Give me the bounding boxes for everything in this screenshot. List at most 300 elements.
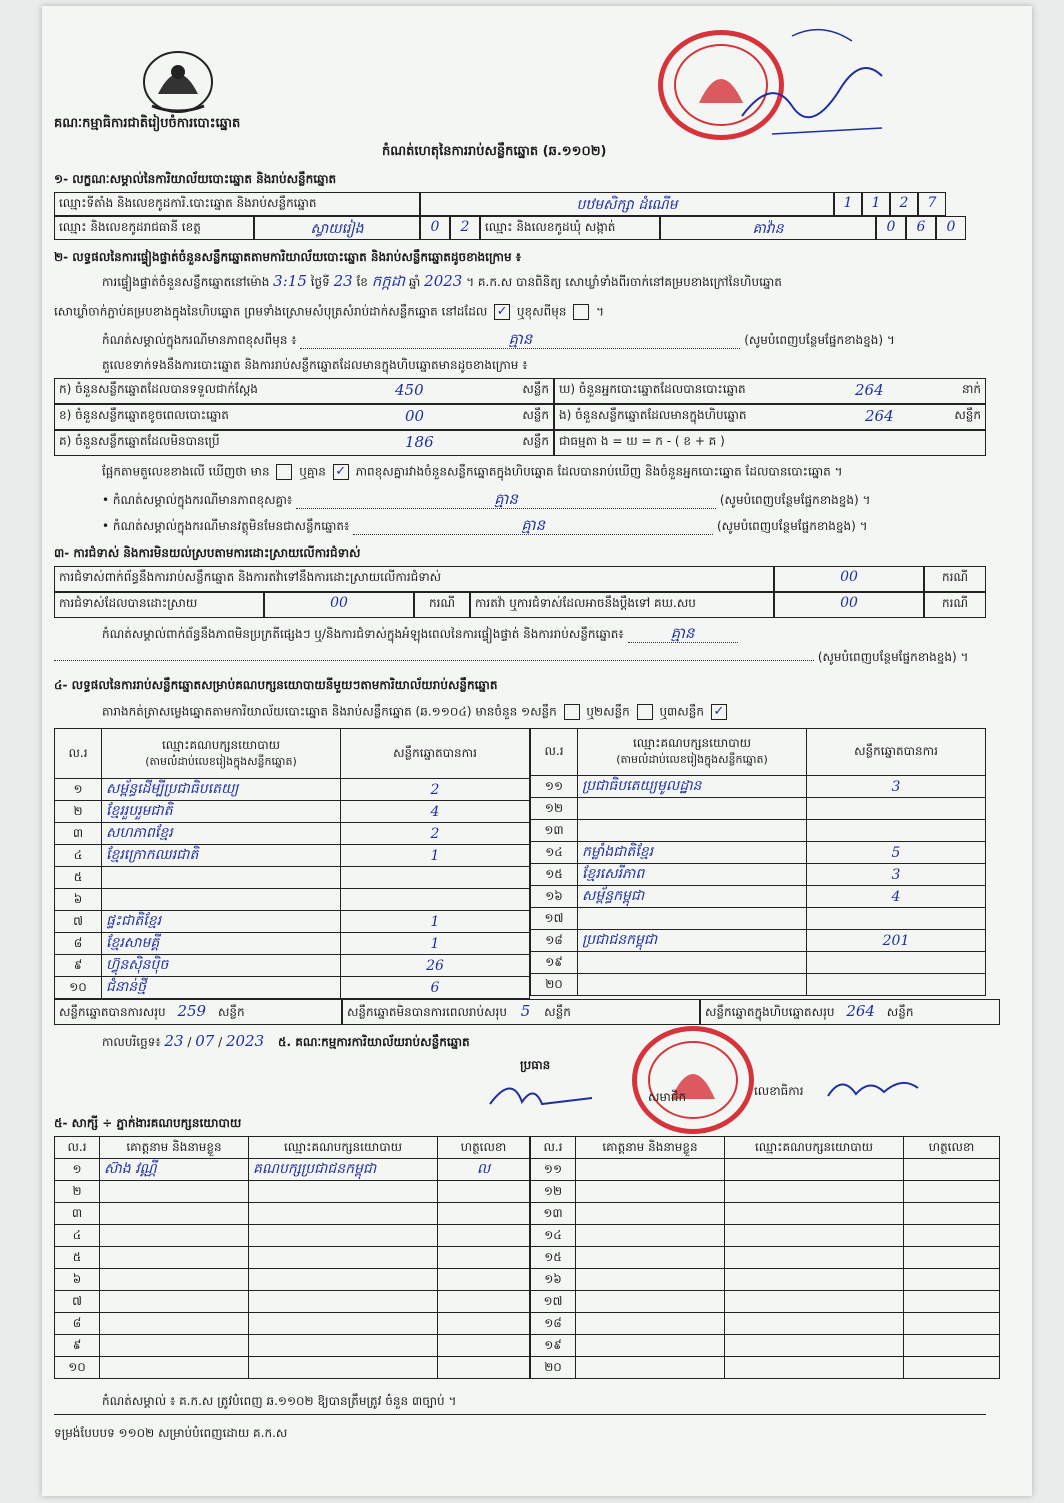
chair-label: ប្រធាន — [520, 1058, 551, 1072]
witness-row — [531, 1357, 1000, 1379]
stamp-emblem-icon — [637, 1031, 749, 1129]
witness-name — [576, 1247, 725, 1269]
witness-row — [531, 1247, 1000, 1269]
has-difference-checkbox[interactable] — [276, 464, 292, 480]
row-no: ៧ — [55, 1291, 100, 1313]
row-no: ៩ — [55, 1335, 100, 1357]
no-difference-checkbox[interactable]: ✓ — [333, 464, 349, 480]
footnote: កំណត់សម្គាល់ ៖ គ.ក.ស ត្រូវបំពេញ ឆ.១១០២ ឱ្យបានត្រឹមត្រូវ ចំនួន ៣ច្បាប់ ។ — [102, 1394, 457, 1408]
witness-row — [55, 1291, 530, 1313]
row-votes — [807, 798, 986, 820]
witness-party — [725, 1247, 904, 1269]
bullet2-label: • កំណត់សម្គាល់ក្នុងករណីមានវត្ថុមិនមែនជាសន្លឹកឆ្នោត៖ — [102, 519, 350, 533]
col-no-header: ល.រ — [55, 729, 102, 779]
count-label: ខ) ចំនួនសន្លឹកឆ្នោតខូចពេលបោះឆ្នោត — [59, 408, 229, 422]
form-title: កំណត់ហេតុនៃការរាប់សន្លឹកឆ្នោត (ឆ.១១០២) — [382, 144, 607, 159]
sentence-rest: ។ គ.ក.ស បានពិនិត្យ សោឃ្លាំទាំងពីរចាក់នៅគម្របខាងក្រៅនៃហិបឆ្នោត — [466, 275, 782, 289]
row-votes: 4 — [807, 886, 986, 908]
col-party-title: ឈ្មោះគណបក្សនយោបាយ — [161, 737, 281, 752]
witness-party — [249, 1291, 438, 1313]
row-party — [578, 820, 807, 842]
witness-name — [100, 1291, 249, 1313]
row-no: ១៧ — [531, 908, 578, 930]
row-party: សម្ព័ន្ធដើម្បីប្រជាធិបតេយ្យ — [102, 779, 341, 801]
objection-unit: ករណី — [924, 566, 986, 592]
witness-party — [249, 1313, 438, 1335]
commune-code-digit: 0 — [876, 216, 906, 240]
row-votes — [807, 820, 986, 842]
resolved-value: 00 — [264, 592, 414, 618]
year-value: 2023 — [424, 272, 463, 290]
irregularity-label: កំណត់សម្គាល់ពាក់ព័ន្ធនឹងភាពមិនប្រក្រតីផ្សេងៗ ឬ/និងការជំទាស់ក្នុងអំឡុងពេលនៃការផ្ទៀងផ្ទាត់ និងការរាប់សន្លឹកឆ្នោត៖ — [102, 627, 624, 641]
count-value: 186 — [405, 433, 434, 451]
witness-name — [100, 1269, 249, 1291]
row-party — [578, 952, 807, 974]
section3-title: ៣- ការជំទាស់ និងការមិនយល់ស្របតាមការដោះស្រាយលើការជំទាស់ — [54, 546, 361, 560]
row-party: ប្រជាជនកម្ពុជា — [578, 930, 807, 952]
row-no: ១៥ — [531, 864, 578, 886]
row-no: ១៤ — [531, 842, 578, 864]
counts-intro: តួលេខទាក់ទងនឹងការបោះឆ្នោត និងការរាប់សន្លឹកឆ្នោតដែលមានក្នុងហិបឆ្នោតមានដូចខាងក្រោម ៖ — [102, 358, 528, 372]
witness-name — [100, 1181, 249, 1203]
total-box-cell — [700, 999, 1000, 1025]
date-day: 23 — [164, 1032, 184, 1050]
col-party-header: ឈ្មោះគណបក្សនយោបាយ — [725, 1137, 904, 1159]
section1-title: ១- លក្ខណៈសម្គាល់នៃការិយាល័យបោះឆ្នោត និងរាប់សន្លឹកឆ្នោត — [54, 172, 337, 186]
secretary-label: លេខាធិការ — [754, 1084, 804, 1098]
seal-note-value: គ្មាន — [508, 330, 533, 348]
row-no: ៦ — [55, 1269, 100, 1291]
col-party-subtitle: (តាមលំដាប់លេខរៀងក្នុងសន្លឹកឆ្នោត) — [616, 753, 768, 766]
result-row — [55, 889, 530, 911]
commune-value: គាវ៉ាន — [660, 216, 876, 240]
witness-row — [531, 1313, 1000, 1335]
irregularity-value: គ្មាន — [670, 624, 695, 642]
document-sheet — [42, 6, 1032, 1496]
commune-code-digit: 0 — [936, 216, 966, 240]
chair-signature — [482, 1074, 602, 1118]
row-party: ជំនាន់ថ្មី — [102, 977, 341, 999]
count-label: ក) ចំនួនសន្លឹកឆ្នោតដែលបានទទួលជាក់ស្តែង — [59, 382, 258, 396]
row-votes: 5 — [807, 842, 986, 864]
witness-row — [55, 1313, 530, 1335]
witness-party — [249, 1269, 438, 1291]
count-value: 00 — [405, 407, 425, 425]
time-prefix: ការផ្ទៀងផ្ទាត់ចំនួនសន្លឹកឆ្នោតនៅម៉ោង — [102, 275, 270, 289]
row-no: ១២ — [531, 1181, 576, 1203]
row-no: ៤ — [55, 845, 102, 867]
compare-text-c: ភាពខុសគ្នារវាងចំនួនសន្លឹកឆ្នោតក្នុងហិបឆ្នោត ដែលបានរាប់ឃើញ និងចំនួនអ្នកបោះឆ្នោត ដែលបានបោះឆ្នោត ។ — [355, 464, 843, 479]
row-no: ១៣ — [531, 1203, 576, 1225]
result-row — [531, 952, 986, 974]
row-party: ផ្ទះជាតិខ្មែរ — [102, 911, 341, 933]
result-row — [531, 776, 986, 798]
row-votes: 3 — [807, 776, 986, 798]
witness-name — [100, 1225, 249, 1247]
row-no: ១៣ — [531, 820, 578, 842]
witness-signature — [904, 1269, 1000, 1291]
col-name-header: គោត្តនាម និងនាមខ្លួន — [576, 1137, 725, 1159]
count-row-c — [54, 430, 554, 456]
witness-signature — [438, 1181, 530, 1203]
nec-emblem-icon — [138, 44, 218, 116]
witness-party — [725, 1357, 904, 1379]
row-no: ១ — [55, 779, 102, 801]
witness-name: ស៊ាង វណ្ណី — [100, 1159, 249, 1181]
witness-party — [249, 1247, 438, 1269]
witness-signature — [904, 1225, 1000, 1247]
province-value: ស្វាយរៀង — [254, 216, 420, 240]
appeal-unit: ករណី — [924, 592, 986, 618]
row-votes — [341, 889, 530, 911]
witness-name — [576, 1203, 725, 1225]
total-invalid-label: សន្លឹកឆ្នោតមិនបានការពេលរាប់សរុប — [347, 1005, 507, 1019]
row-party — [578, 908, 807, 930]
result-row — [55, 867, 530, 889]
witness-name — [576, 1159, 725, 1181]
row-no: ២០ — [531, 1357, 576, 1379]
row-party: សហភាពខ្មែរ — [102, 823, 341, 845]
witness-signature — [904, 1181, 1000, 1203]
footer-text: ទម្រង់បែបបទ ១១០២ សម្រាប់បំពេញដោយ គ.ក.ស — [54, 1426, 288, 1440]
witness-signature — [904, 1247, 1000, 1269]
bullet2-line — [102, 518, 982, 535]
col-party-subtitle: (តាមលំដាប់លេខរៀងក្នុងសន្លឹកឆ្នោត) — [145, 754, 297, 768]
total-invalid-value: 5 — [520, 1002, 531, 1020]
witness-signature — [438, 1335, 530, 1357]
row-votes: 2 — [341, 779, 530, 801]
section2-title: ២- លទ្ធផលនៃការផ្ទៀងផ្ទាត់ចំនួនសន្លឹកឆ្នោតតាមការិយាល័យបោះឆ្នោត និងរាប់សន្លឹកឆ្នោតដូចខាងក្រោម ៖ — [54, 250, 522, 264]
witness-party — [725, 1335, 904, 1357]
witness-party — [249, 1357, 438, 1379]
row-no: ១១ — [531, 776, 578, 798]
witness-signature — [904, 1203, 1000, 1225]
witness-name — [576, 1181, 725, 1203]
sentence-line2: សោឃ្លាំចាក់ភ្ជាប់គម្របខាងក្នុងនៃហិបឆ្នោត ព្រមទាំងស្រោមសំបុត្រសំរាប់ដាក់សន្លឹកឆ្នោត នៅដដែល — [54, 304, 488, 319]
total-box-label: សន្លឹកឆ្នោតក្នុងហិបឆ្នោតសរុប — [705, 1005, 835, 1019]
witness-row — [55, 1203, 530, 1225]
row-votes — [807, 974, 986, 996]
seal-line: សោឃ្លាំចាក់ភ្ជាប់គម្របខាងក្នុងនៃហិបឆ្នោត ព្រមទាំងស្រោមសំបុត្រសំរាប់ដាក់សន្លឹកឆ្នោត នៅដដែល ✓ ឬខុសពីមុន ។ — [54, 304, 604, 319]
witness-row — [531, 1181, 1000, 1203]
row-party: សម្ព័ន្ធកម្ពុជា — [578, 886, 807, 908]
col-votes-header: សន្លឹកឆ្នោតបានការ — [807, 729, 986, 776]
result-row — [531, 820, 986, 842]
witness-party — [249, 1203, 438, 1225]
appeal-value: 00 — [774, 592, 924, 618]
row-no: ៤ — [55, 1225, 100, 1247]
witness-name — [576, 1225, 725, 1247]
witness-row — [55, 1357, 530, 1379]
month-label: ខែ — [356, 275, 368, 289]
witness-party — [249, 1225, 438, 1247]
or-damaged-label: ឬខុសពីមុន — [516, 304, 567, 319]
member-label: សមាជិក — [648, 1090, 687, 1104]
witness-table-left — [54, 1136, 530, 1379]
row-party: ខ្មែររួបរួមជាតិ — [102, 801, 341, 823]
tally-three: ឬ៣សន្លឹក — [659, 704, 704, 719]
day-label: ថ្ងៃទី — [310, 275, 330, 289]
fill-hint: (សូមបំពេញបន្ថែមផ្នែកខាងខ្នង) ។ — [719, 493, 871, 507]
row-no: ៨ — [55, 933, 102, 955]
total-valid-value: 259 — [177, 1002, 207, 1020]
col-party-header: ឈ្មោះគណបក្សនយោបាយ — [249, 1137, 438, 1159]
count-unit: សន្លឹក — [522, 408, 549, 422]
row-votes: 4 — [341, 801, 530, 823]
count-formula: ជាធម្មតា ង = ឃ = ក - ( ខ + គ ) — [554, 430, 986, 456]
row-no: ៣ — [55, 823, 102, 845]
row-no: ១៨ — [531, 1313, 576, 1335]
result-row — [531, 974, 986, 996]
one-sheet-checkbox[interactable] — [564, 704, 580, 720]
col-name-header: គោត្តនាម និងនាមខ្លួន — [100, 1137, 249, 1159]
count-row-d — [554, 378, 986, 404]
row-no: ១៨ — [531, 930, 578, 952]
witness-signature — [904, 1313, 1000, 1335]
date-line: កាលបរិច្ឆេទ៖ 23 / 07 / 2023 ៥. គណៈកម្មការការិយាល័យរាប់សន្លឹកឆ្នោត — [102, 1032, 470, 1050]
result-row — [55, 933, 530, 955]
row-no: ៥ — [55, 867, 102, 889]
row-party: ខ្មែរសេរីភាព — [578, 864, 807, 886]
unit: សន្លឹក — [544, 1005, 571, 1019]
total-box-value: 264 — [846, 1002, 875, 1020]
section5-title: ៥- សាក្សី ÷ ភ្នាក់ងារគណបក្សនយោបាយ — [54, 1116, 242, 1130]
witness-row — [531, 1225, 1000, 1247]
compare-text-b: ឬគ្មាន — [299, 464, 326, 479]
row-no: ១២ — [531, 798, 578, 820]
witness-signature — [438, 1225, 530, 1247]
result-row — [55, 801, 530, 823]
witness-party — [249, 1181, 438, 1203]
col-no-header: ល.រ — [55, 1137, 100, 1159]
province-label: ឈ្មោះ និងលេខកូដរាជធានី ខេត្ត — [54, 216, 254, 240]
row-no: ១៧ — [531, 1291, 576, 1313]
witness-row — [531, 1291, 1000, 1313]
result-row — [55, 823, 530, 845]
date-month: 07 — [195, 1032, 215, 1050]
place-code-digit: 1 — [862, 192, 890, 216]
witness-party — [725, 1269, 904, 1291]
row-party — [102, 867, 341, 889]
result-row — [531, 864, 986, 886]
result-row — [531, 886, 986, 908]
province-code-digit: 2 — [450, 216, 480, 240]
result-row — [55, 955, 530, 977]
row-votes: 201 — [807, 930, 986, 952]
witness-signature — [904, 1357, 1000, 1379]
witness-party — [725, 1181, 904, 1203]
appeal-label: ការតវ៉ា ឬការជំទាស់ដែលអាចនឹងប្ដឹងទៅ គឃ.សប — [470, 592, 774, 618]
col-no-header: ល.រ — [531, 1137, 576, 1159]
row-party — [578, 798, 807, 820]
witness-signature — [438, 1247, 530, 1269]
count-unit: សន្លឹក — [522, 382, 549, 396]
row-no: ១៦ — [531, 886, 578, 908]
day-value: 23 — [333, 272, 353, 290]
witness-row — [531, 1159, 1000, 1181]
tally-two: ឬ២សន្លឹក — [586, 704, 630, 719]
witness-signature — [438, 1291, 530, 1313]
col-sign-header: ហត្ថលេខា — [904, 1137, 1000, 1159]
result-row — [55, 911, 530, 933]
result-row — [531, 798, 986, 820]
bullet1-value: គ្មាន — [494, 490, 518, 508]
row-no: ២ — [55, 801, 102, 823]
witness-party — [725, 1203, 904, 1225]
witness-row — [55, 1181, 530, 1203]
row-votes: 6 — [341, 977, 530, 999]
row-no: ១១ — [531, 1159, 576, 1181]
result-row — [531, 930, 986, 952]
witness-party — [725, 1159, 904, 1181]
date-label: កាលបរិច្ឆេទ៖ — [102, 1035, 161, 1049]
row-votes: 1 — [341, 845, 530, 867]
commune-code-digit: 6 — [906, 216, 936, 240]
results-table-right — [530, 728, 986, 996]
bullet1-label: • កំណត់សម្គាល់ក្នុងករណីមានភាពខុសគ្នា៖ — [102, 493, 293, 507]
witness-party — [725, 1313, 904, 1335]
irregularity-line — [102, 626, 738, 643]
row-no: ១ — [55, 1159, 100, 1181]
witness-row — [55, 1247, 530, 1269]
witness-row — [531, 1203, 1000, 1225]
count-row-e — [554, 404, 986, 430]
col-votes-header: សន្លឹកឆ្នោតបានការ — [341, 729, 530, 779]
row-no: ២ — [55, 1181, 100, 1203]
row-votes: 1 — [341, 933, 530, 955]
witness-party — [725, 1225, 904, 1247]
witness-name — [100, 1203, 249, 1225]
count-value: 264 — [865, 407, 894, 425]
row-party: ប្រជាធិបតេយ្យមូលដ្ឋាន — [578, 776, 807, 798]
two-sheets-checkbox[interactable] — [637, 704, 653, 720]
date-year: 2023 — [225, 1032, 265, 1050]
row-votes — [341, 867, 530, 889]
tally-line — [102, 704, 730, 720]
row-party — [578, 974, 807, 996]
witness-row — [531, 1269, 1000, 1291]
province-code-digit: 0 — [420, 216, 450, 240]
footer-rule — [54, 1414, 986, 1415]
row-votes — [807, 908, 986, 930]
witness-signature: ល — [438, 1159, 530, 1181]
witness-name — [576, 1313, 725, 1335]
row-votes: 1 — [341, 911, 530, 933]
row-no: ១៥ — [531, 1247, 576, 1269]
row-no: ៦ — [55, 889, 102, 911]
result-row — [531, 842, 986, 864]
total-valid-label: សន្លឹកឆ្នោតបានការសរុប — [59, 1005, 166, 1019]
handwritten-signature-top — [732, 16, 892, 136]
bullet2-value: គ្មាន — [521, 516, 546, 534]
witness-signature — [438, 1357, 530, 1379]
row-party: ខ្មែរសាមគ្គី — [102, 933, 341, 955]
row-party: កម្លាំងជាតិខ្មែរ — [578, 842, 807, 864]
committee-stamp — [632, 1026, 754, 1134]
count-value: 450 — [395, 381, 424, 399]
col-no-header: ល.រ — [531, 729, 578, 776]
unit: សន្លឹក — [886, 1005, 914, 1019]
compare-text-a: ផ្អែកតាមតួលេខខាងលើ ឃើញថា មាន — [102, 464, 270, 479]
unit: សន្លឹក — [217, 1005, 245, 1019]
row-no: ១០ — [55, 1357, 100, 1379]
commune-label: ឈ្មោះ និងលេខកូដឃុំ សង្កាត់ — [480, 216, 660, 240]
count-unit: សន្លឹក — [954, 408, 981, 422]
row-no: ១៤ — [531, 1225, 576, 1247]
three-sheets-checkbox[interactable]: ✓ — [711, 704, 727, 720]
objection-label: ការជំទាស់ពាក់ព័ន្ធនឹងការរាប់សន្លឹកឆ្នោត និងការតវ៉ាទៅនឹងការដោះស្រាយលើការជំទាស់ — [54, 566, 774, 592]
time-line — [102, 274, 782, 290]
secretary-signature — [822, 1066, 942, 1116]
witness-signature — [438, 1269, 530, 1291]
row-no: ១០ — [55, 977, 102, 999]
witness-row — [55, 1269, 530, 1291]
unchanged-checkbox[interactable]: ✓ — [494, 304, 510, 320]
seal-note-line — [102, 332, 1022, 349]
result-row — [55, 845, 530, 867]
witness-name — [100, 1313, 249, 1335]
witness-signature — [438, 1313, 530, 1335]
row-party: ហ៊្វុនស៊ិនប៉ិច — [102, 955, 341, 977]
place-code-digit: 2 — [890, 192, 918, 216]
compare-line — [102, 464, 843, 480]
results-table-left — [54, 728, 530, 999]
total-valid-cell — [54, 999, 342, 1025]
result-row — [55, 779, 530, 801]
section4-title: ៤- លទ្ធផលនៃការរាប់សន្លឹកឆ្នោតសម្រាប់គណបក្សនយោបាយនីមួយៗតាមការិយាល័យរាប់សន្លឹកឆ្នោត — [54, 678, 498, 692]
witness-party — [725, 1291, 904, 1313]
col-party-title: ឈ្មោះគណបក្សនយោបាយ — [632, 736, 752, 750]
witness-name — [100, 1335, 249, 1357]
month-value: កក្កដា — [371, 272, 406, 290]
count-unit: នាក់ — [961, 382, 981, 396]
count-value: 264 — [855, 381, 884, 399]
fill-hint: (សូមបំពេញបន្ថែមផ្នែកខាងខ្នង) ។ — [817, 650, 969, 664]
fill-hint: (សូមបំពេញបន្ថែមផ្នែកខាងខ្នង) ។ — [744, 333, 895, 347]
col-party-header — [578, 729, 807, 776]
row-no: ៧ — [55, 911, 102, 933]
fill-hint: (សូមបំពេញបន្ថែមផ្នែកខាងខ្នង) ។ — [716, 519, 868, 533]
count-label: ឃ) ចំនួនអ្នកបោះឆ្នោតដែលបានបោះឆ្នោត — [559, 382, 746, 396]
place-value: បឋមសិក្សា ដំណើម — [420, 192, 834, 216]
count-row-b — [54, 404, 554, 430]
witness-party: គណបក្សប្រជាជនកម្ពុជា — [249, 1159, 438, 1181]
witness-party — [249, 1335, 438, 1357]
witness-name — [576, 1269, 725, 1291]
witness-name — [576, 1291, 725, 1313]
witness-row — [55, 1335, 530, 1357]
witness-row — [55, 1159, 530, 1181]
resolved-label: ការជំទាស់ដែលបានដោះស្រាយ — [54, 592, 264, 618]
org-name: គណៈកម្មាធិការជាតិរៀបចំការបោះឆ្នោត — [54, 116, 241, 131]
tally-text: តារាងកត់ត្រាសម្លេងឆ្នោតតាមការិយាល័យបោះឆ្នោត និងរាប់សន្លឹកឆ្នោត (ឆ.១១០៤) មានចំនួន ១សន្លឹក — [102, 704, 557, 719]
witness-signature — [904, 1291, 1000, 1313]
count-label: គ) ចំនួនសន្លឹកឆ្នោតដែលមិនបានប្រើ — [59, 434, 220, 448]
row-votes: 3 — [807, 864, 986, 886]
row-votes — [807, 952, 986, 974]
result-row — [55, 977, 530, 999]
row-no: ៥ — [55, 1247, 100, 1269]
time-value: 3:15 — [273, 272, 307, 290]
row-votes: 2 — [341, 823, 530, 845]
damaged-checkbox[interactable] — [573, 304, 589, 320]
count-row-a — [54, 378, 554, 404]
row-no: ២០ — [531, 974, 578, 996]
witness-signature — [904, 1159, 1000, 1181]
result-row — [531, 908, 986, 930]
count-unit: សន្លឹក — [522, 434, 549, 448]
total-invalid-cell — [342, 999, 700, 1025]
